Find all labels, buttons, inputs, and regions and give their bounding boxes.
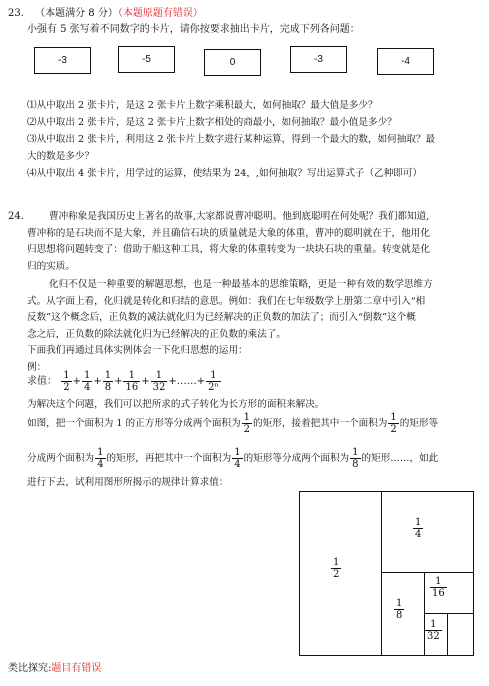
q23-part-1: ⑴从中取出 2 张卡片，是这 2 张卡片上数字乘积最大，如何抽取？最大值是多少？	[27, 100, 378, 111]
q24-number: 24.	[8, 211, 24, 222]
q23-part-2: ⑵从中取出 2 张卡片，是这 2 张卡片上数字相处的商最小，如何抽取？最小值是多少？	[27, 117, 397, 128]
fig-text-line-3: 进行下去，试利用图形所揭示的规律计算求值：	[27, 477, 229, 488]
card-4: -3	[290, 46, 347, 73]
q24-p2-line: 下面我们再通过具体实例体会一下化归思想的运用：	[27, 345, 248, 356]
q23-part-3: ⑶从中取出 2 张卡片，利用这 2 张卡片上数字进行某种运算，得到一个最大的数，如何抽取？最	[27, 134, 436, 145]
q24-p2-line: 式。从字面上看，化归就是转化和归结的意思。例如：我们在七年级数学上册第二章中引入“相	[27, 295, 426, 307]
series-term-1: $\frac{1}{2}$	[63, 370, 70, 393]
q24-p1-line: 曹冲称的是石块而不是大象，并且确信石块的质量就是大象的体重，曹冲的聪明就在于，他用化	[27, 227, 430, 239]
fig-text-line-1: 如图，把一个面积为 1 的正方形等分成两个面积为 $\frac{1}{2}$ 的矩形，接着把其中一个面积为 $\frac{1}{2}$ 的矩形等	[27, 412, 439, 435]
q23-header	[8, 6, 203, 21]
label-thirtysecond: $\frac{1}{32}$	[427, 619, 440, 642]
series-last-term: $\frac{1}{\text{2ⁿ}}$	[208, 370, 219, 393]
q23-part-3-cont: 大的数是多少？	[27, 151, 95, 162]
q23-part-4: ⑷从中取出 4 张卡片，用学过的运算，使结果为 24，,如何抽取？写出运算式子（乙种即可）	[27, 168, 423, 179]
q23-number: 23.	[8, 8, 24, 19]
series-term-4: $\frac{1}{16}$	[125, 370, 139, 393]
quarter-rect	[381, 491, 474, 573]
q23-error-note: （本题原题有错误）	[117, 8, 203, 19]
card-5: -4	[377, 48, 434, 75]
card-1: -3	[34, 47, 91, 74]
footer	[8, 661, 101, 676]
q24-p1-line: 归的实质。	[27, 260, 75, 272]
q23-intro: 小强有 5 张写着不同数字的卡片，请你按要求抽出卡片，完成下列各问题：	[27, 24, 360, 35]
label-half: $\frac{1}{2}$	[333, 557, 340, 580]
q23-score: （本题满分 8 分）	[35, 8, 118, 19]
q24-p2-line: 反数”这个概念后，正负数的减法就化归为已经解决的正负数的加法了；而引入“倒数”这个概	[27, 312, 416, 323]
q24-p2-line: 化归不仅是一种重要的解题思想，也是一种最基本的思维策略，更是一种有效的数学思维方	[49, 279, 433, 290]
find-label: 求值：	[27, 376, 57, 387]
label-eighth: $\frac{1}{8}$	[396, 598, 403, 621]
fig-text-line-2: 分成两个面积为 $\frac{1}{4}$ 的矩形，再把其中一个面积为 $\frac{1}{4}$ 的矩形等分成两个面积为 $\frac{1}{8}$ 的矩形……，如此	[27, 447, 439, 470]
q24-p2-line: 念之后，正负数的除法就化归为已经解决的正负数的乘法了。	[27, 328, 287, 340]
label-quarter: $\frac{1}{4}$	[415, 517, 422, 540]
footer-label: 类比探究:	[8, 663, 52, 674]
series-term-5: $\frac{1}{32}$	[152, 370, 166, 393]
q24-p1-line: 归思想将问题转变了：借助于船这种工具，将大象的体重转变为一块块石块的重量。转变就是化	[27, 244, 430, 255]
solve-line: 为解决这个问题，我们可以把所求的式子转化为长方形的面积来解决。	[27, 399, 325, 410]
card-3: 0	[204, 49, 261, 76]
q24-p2-line: 例：	[27, 361, 47, 373]
q24-paragraph-1	[27, 209, 430, 275]
footer-error-note: 题目有错误	[51, 663, 102, 674]
q23-parts	[27, 97, 435, 182]
series-expression: 求值： $\frac{1}{2}$ + $\frac{1}{4}$ + $\frac{1}{8}$ + $\frac{1}{16}$ + $\frac{1}{32}$ +……+ $\frac{1}{\text{2ⁿ}}$	[27, 370, 219, 393]
label-sixteenth: $\frac{1}{16}$	[432, 576, 445, 599]
series-term-2: $\frac{1}{4}$	[83, 370, 91, 393]
q24-p1-line: 曹冲称象是我国历史上著名的故事,大家都说曹冲聪明。他到底聪明在何处呢？我们都知道,	[49, 211, 430, 222]
series-ellipsis: +……+	[168, 376, 206, 387]
card-2: -5	[118, 46, 175, 73]
q24-paragraph-2	[27, 277, 433, 376]
series-term-3: $\frac{1}{8}$	[104, 370, 112, 393]
